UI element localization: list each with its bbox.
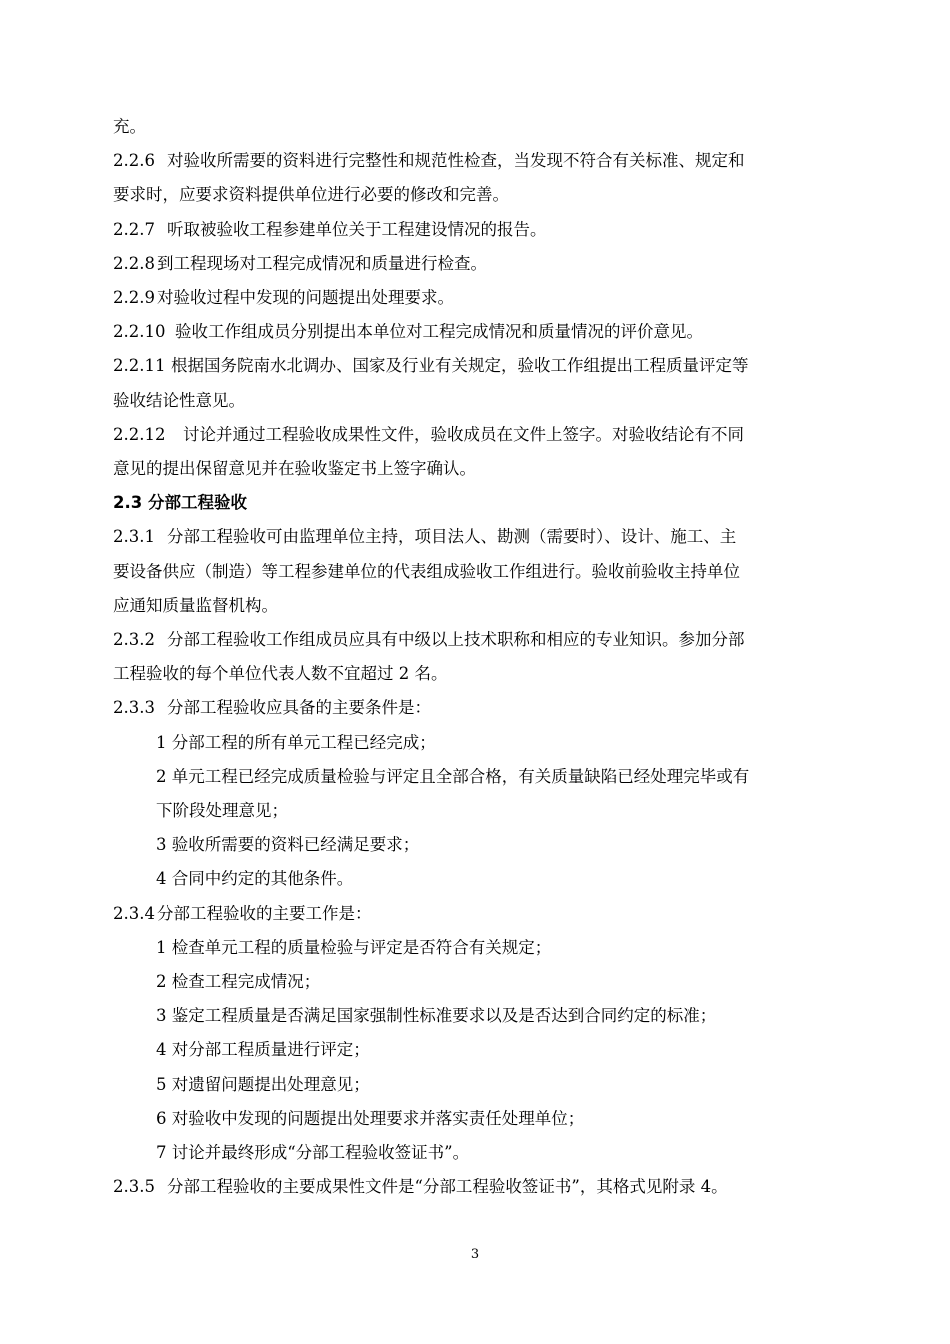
list-item: 2 单元工程已经完成质量检验与评定且全部合格，有关质量缺陷已经处理完毕或有 (156, 766, 750, 786)
list-item: 1 检查单元工程的质量检验与评定是否符合有关规定； (156, 937, 552, 957)
clause-number: 2.2.7 (113, 219, 155, 239)
clause-number: 2.3.1 (113, 527, 155, 547)
text-line: 要求时，应要求资料提供单位进行必要的修改和完善。 (113, 185, 509, 205)
clause-2-2-7: 2.2.7 听取被验收工程参建单位关于工程建设情况的报告。 (113, 213, 848, 247)
clause-number: 2.2.12 (113, 424, 166, 444)
text-line: 工程验收的每个单位代表人数不宜超过 2 名。 (113, 664, 448, 684)
text-line: 应通知质量监督机构。 (113, 595, 278, 615)
text-line: 意见的提出保留意见并在验收鉴定书上签字确认。 (113, 459, 476, 479)
clause-number: 2.3.5 (113, 1177, 155, 1197)
clause-number: 2.2.9 (113, 288, 155, 308)
clause-number: 2.2.10 (113, 322, 166, 342)
section-heading: 2.3 分部工程验收 (113, 493, 247, 513)
list-item: 2 检查工程完成情况； (156, 972, 321, 992)
list-item: 5 对遗留问题提出处理意见； (156, 1074, 370, 1094)
clause-number: 2.3.4 (113, 903, 155, 923)
clause-2-2-9: 2.2.9 对验收过程中发现的问题提出处理要求。 (113, 281, 848, 315)
list-item: 7 讨论并最终形成“分部工程验收签证书”。 (156, 1143, 470, 1163)
clause-number: 2.2.11 (113, 356, 166, 376)
page-number: 3 (470, 1247, 480, 1262)
clause-2-3-5: 2.3.5 分部工程验收的主要成果性文件是“分部工程验收签证书”，其格式见附录 4。 (113, 1170, 848, 1204)
clause-2-2-6: 2.2.6 对验收所需要的资料进行完整性和规范性检查，当发现不符合有关标准、规定和 (113, 144, 848, 178)
clause-2-2-10: 2.2.10 验收工作组成员分别提出本单位对工程完成情况和质量情况的评价意见。 (113, 315, 848, 349)
list-item: 3 鉴定工程质量是否满足国家强制性标准要求以及是否达到合同约定的标准； (156, 1006, 717, 1026)
list-item: 6 对验收中发现的问题提出处理要求并落实责任处理单位； (156, 1108, 585, 1128)
clause-2-3-2: 2.3.2 分部工程验收工作组成员应具有中级以上技术职称和相应的专业知识。参加分部 (113, 623, 848, 657)
clause-2-2-8: 2.2.8 到工程现场对工程完成情况和质量进行检查。 (113, 247, 848, 281)
clause-2-3-4: 2.3.4 分部工程验收的主要工作是： (113, 897, 848, 931)
text-line: 要设备供应（制造）等工程参建单位的代表组成验收工作组进行。验收前验收主持单位 (113, 561, 740, 581)
clause-2-3-3: 2.3.3 分部工程验收应具备的主要条件是： (113, 691, 848, 725)
clause-number: 2.3.3 (113, 698, 155, 718)
clause-number: 2.2.8 (113, 253, 155, 273)
document-body (113, 110, 848, 1205)
list-item: 3 验收所需要的资料已经满足要求； (156, 835, 420, 855)
clause-2-2-11: 2.2.11 根据国务院南水北调办、国家及行业有关规定，验收工作组提出工程质量评定等 (113, 349, 848, 383)
clause-number: 2.2.6 (113, 151, 155, 171)
clause-number: 2.3.2 (113, 630, 155, 650)
list-item: 4 对分部工程质量进行评定； (156, 1040, 370, 1060)
list-item: 1 分部工程的所有单元工程已经完成； (156, 732, 436, 752)
list-item: 下阶段处理意见； (156, 801, 288, 821)
list-item: 4 合同中约定的其他条件。 (156, 869, 354, 889)
text-line: 充。 (113, 117, 146, 136)
text-line: 验收结论性意见。 (113, 390, 245, 410)
clause-2-2-12: 2.2.12 讨论并通过工程验收成果性文件，验收成员在文件上签字。对验收结论有不同 (113, 418, 848, 452)
clause-2-3-1: 2.3.1 分部工程验收可由监理单位主持，项目法人、勘测（需要时）、设计、施工、主 (113, 520, 848, 554)
